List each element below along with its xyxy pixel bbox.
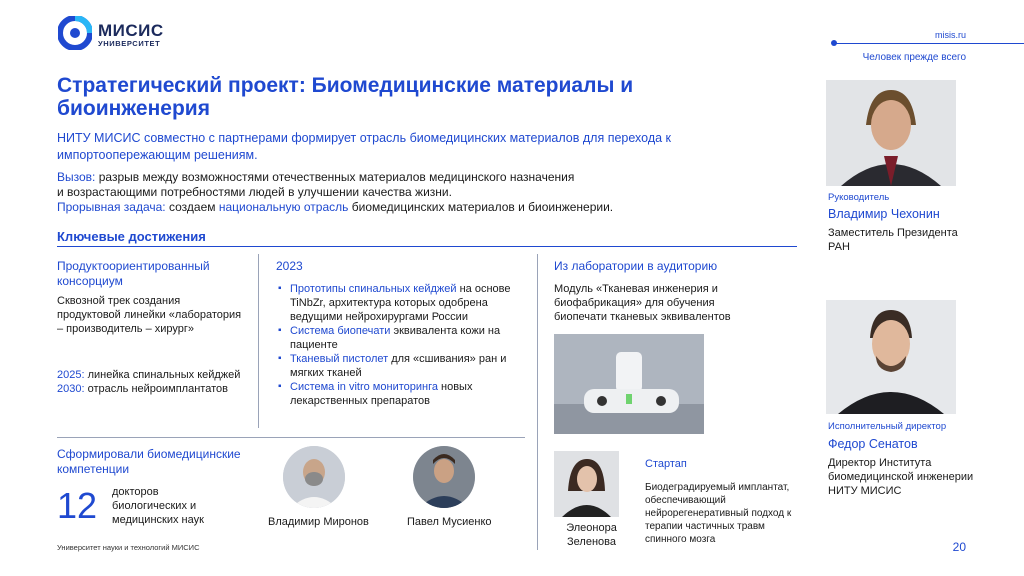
chekhonin-photo <box>826 80 956 186</box>
logo-name: МИСИС <box>98 21 164 40</box>
footer-text: Университет науки и технологий МИСИС <box>57 543 200 552</box>
consortium-heading: Продуктоориентированный консорциум <box>57 259 210 288</box>
musienko-photo <box>413 446 475 508</box>
milestone-year: 2025: <box>57 369 85 381</box>
leader-role: Руководитель <box>828 192 890 203</box>
leader-name: Владимир Чехонин <box>828 207 940 221</box>
task-label: Прорывная задача: <box>57 200 166 214</box>
mironov-photo <box>283 446 345 508</box>
list-item <box>276 282 516 324</box>
section-title: Ключевые достижения <box>57 229 206 244</box>
section-divider <box>57 246 797 247</box>
bioprinter-photo <box>554 334 704 434</box>
header-divider <box>834 43 1024 44</box>
item-highlight: Система in vitro мониторинга <box>290 381 438 393</box>
consortium-milestones <box>57 368 252 396</box>
challenge-text-2: и возрастающими потребностями людей в улучшении качества жизни. <box>57 185 452 199</box>
item-highlight: Прототипы спинальных кейджей <box>290 283 457 295</box>
startup-label: Стартап <box>645 458 687 470</box>
row-divider <box>57 437 525 438</box>
director-name: Федор Сенатов <box>828 437 918 451</box>
item-text: на основе TiNbZr, архитектура которых одобрена ведущими нейрохирургами России <box>290 283 511 323</box>
list-item <box>276 380 516 408</box>
misis-logo-icon <box>58 16 92 50</box>
column-divider <box>537 254 538 550</box>
list-item <box>276 352 516 380</box>
director-description: Директор Института биомедицинской инженерии НИТУ МИСИС <box>828 457 974 497</box>
page-number: 20 <box>952 540 966 554</box>
achievements-list <box>276 282 516 408</box>
list-item <box>276 324 516 352</box>
item-text: новых лекарственных препаратов <box>290 381 473 407</box>
lab-heading: Из лаборатории в аудиторию <box>554 259 718 273</box>
page-title: Стратегический проект: Биомедицинские материалы и биоинженерия <box>57 74 634 120</box>
item-text: для «сшивания» ран и мягких тканей <box>290 353 507 379</box>
director-role: Исполнительный директор <box>828 421 947 432</box>
task-highlight: национальную отрасль <box>218 200 349 214</box>
task-text-2: биомедицинских материалов и биоинженерии. <box>348 200 614 214</box>
column-divider <box>258 254 259 428</box>
startup-text: Биодеградируемый имплантат, обеспечивающий нейрорегенеративный подход к терапии частичных травм спинного мозга <box>645 482 792 545</box>
milestone-text: отрасль нейроимплантатов <box>84 383 228 395</box>
milestone-text: линейка спинальных кейджей <box>84 369 241 381</box>
startup-person-name: Элеонора Зеленова <box>566 522 617 548</box>
person-name: Павел Мусиенко <box>407 516 492 528</box>
person-name: Владимир Миронов <box>268 516 369 528</box>
header-dot <box>831 40 837 46</box>
year-heading: 2023 <box>276 259 303 273</box>
zelenova-photo <box>554 451 619 517</box>
site-link[interactable]: misis.ru <box>935 30 966 40</box>
lab-text: Модуль «Тканевая инженерия и биофабрикация» для обучения биопечати тканевых эквивалентов <box>554 283 731 323</box>
consortium-text: Сквозной трек создания продуктовой линейки «лаборатория – производитель – хирург» <box>57 295 242 335</box>
challenge-text: разрыв между возможностями отечественных материалов медицинского назначения <box>95 170 575 184</box>
doctors-text: докторов биологических и медицинских наук <box>112 486 204 526</box>
competence-heading: Сформировали биомедицинские компетенции <box>57 447 241 476</box>
item-highlight: Тканевый пистолет <box>290 353 389 365</box>
logo-subtitle: УНИВЕРСИТЕТ <box>98 39 161 48</box>
slogan: Человек прежде всего <box>862 52 966 63</box>
item-text: эквивалента кожи на пациенте <box>290 325 501 351</box>
challenge-label: Вызов: <box>57 170 96 184</box>
task-text: создаем <box>165 200 219 214</box>
item-highlight: Система биопечати <box>290 325 391 337</box>
doctors-count: 12 <box>57 485 98 526</box>
lead-text: НИТУ МИСИС совместно с партнерами формирует отрасль биомедицинских материалов для перехода к импортоопережающим решениям. <box>57 131 672 162</box>
milestone-year: 2030: <box>57 383 85 395</box>
senatov-photo <box>826 300 956 414</box>
challenge-block <box>57 170 757 215</box>
leader-description: Заместитель Президента РАН <box>828 227 958 253</box>
